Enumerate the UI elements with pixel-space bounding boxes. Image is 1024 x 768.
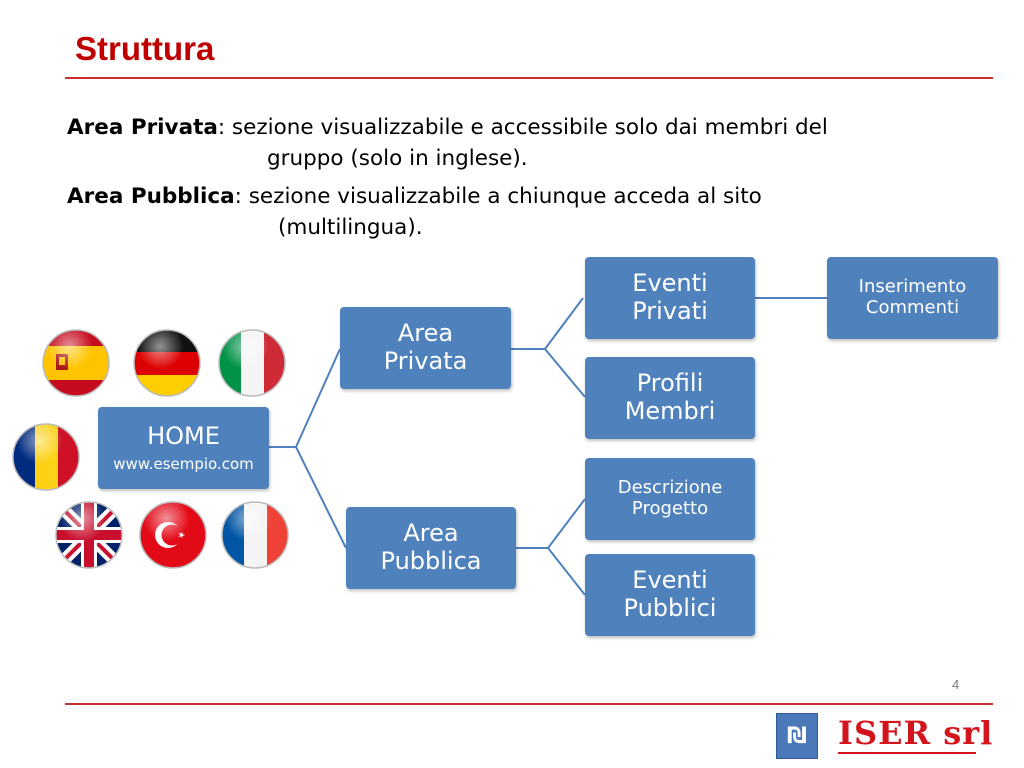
profili-membri-line1: Profili — [636, 369, 704, 398]
inserimento-commenti-box[interactable] — [827, 257, 998, 339]
public-label: Area Pubblica — [67, 184, 235, 209]
italy-flag[interactable] — [216, 327, 288, 399]
area-privata-box[interactable] — [340, 307, 511, 389]
public-text-1: : sezione visualizzabile a chiunque acceda al sito — [234, 184, 762, 209]
area-privata-line2: Privata — [383, 347, 468, 375]
profili-membri-box[interactable] — [585, 357, 755, 439]
romania-flag[interactable] — [10, 421, 82, 493]
inserimento-commenti-line2: Commenti — [865, 297, 960, 318]
eventi-privati-line2: Privati — [632, 297, 708, 325]
uk-flag[interactable] — [53, 499, 125, 571]
home-box[interactable] — [98, 407, 269, 489]
area-pubblica-line2: Pubblica — [380, 547, 482, 575]
eventi-pubblici-line2: Pubblici — [623, 594, 717, 622]
private-text-1: : sezione visualizzabile e accessibile solo dai membri del — [217, 115, 828, 140]
connector-pubblica-descrizione — [516, 499, 585, 548]
footer-divider — [65, 703, 993, 705]
profili-membri-line2: Membri — [624, 397, 716, 425]
germany-flag[interactable] — [131, 327, 203, 399]
descrizione-progetto-line2: Progetto — [631, 498, 709, 519]
private-text-2: gruppo (solo in inglese). — [267, 146, 528, 171]
ideogram-icon: ₪ — [776, 713, 818, 759]
inserimento-commenti-line1: Inserimento — [858, 276, 967, 298]
area-privata-line1: Area — [397, 319, 454, 348]
connector-pubblica-eventipubblici — [516, 548, 585, 595]
page-number: 4 — [952, 677, 960, 692]
eventi-privati-line1: Eventi — [632, 269, 708, 298]
descrizione-progetto-line1: Descrizione — [617, 477, 723, 499]
turkey-flag[interactable] — [137, 499, 209, 571]
connector-privata-eventi — [511, 298, 583, 349]
company-logo-text: ISER srl — [838, 714, 994, 752]
eventi-pubblici-line1: Eventi — [632, 566, 708, 595]
home-title: HOME — [147, 421, 220, 450]
home-url: www.esempio.com — [113, 455, 254, 474]
logo-underline — [838, 752, 976, 754]
area-pubblica-line1: Area — [403, 519, 459, 548]
public-text-2: (multilingua). — [278, 215, 423, 240]
spain-flag[interactable] — [40, 327, 112, 399]
descrizione-progetto-box[interactable] — [585, 458, 755, 540]
slide-title: Struttura — [75, 30, 215, 67]
eventi-pubblici-box[interactable] — [585, 554, 755, 636]
private-label: Area Privata — [67, 115, 218, 140]
eventi-privati-box[interactable] — [585, 257, 755, 339]
france-flag[interactable] — [219, 499, 291, 571]
area-pubblica-box[interactable] — [346, 507, 516, 589]
connector-privata-profili — [511, 349, 585, 397]
